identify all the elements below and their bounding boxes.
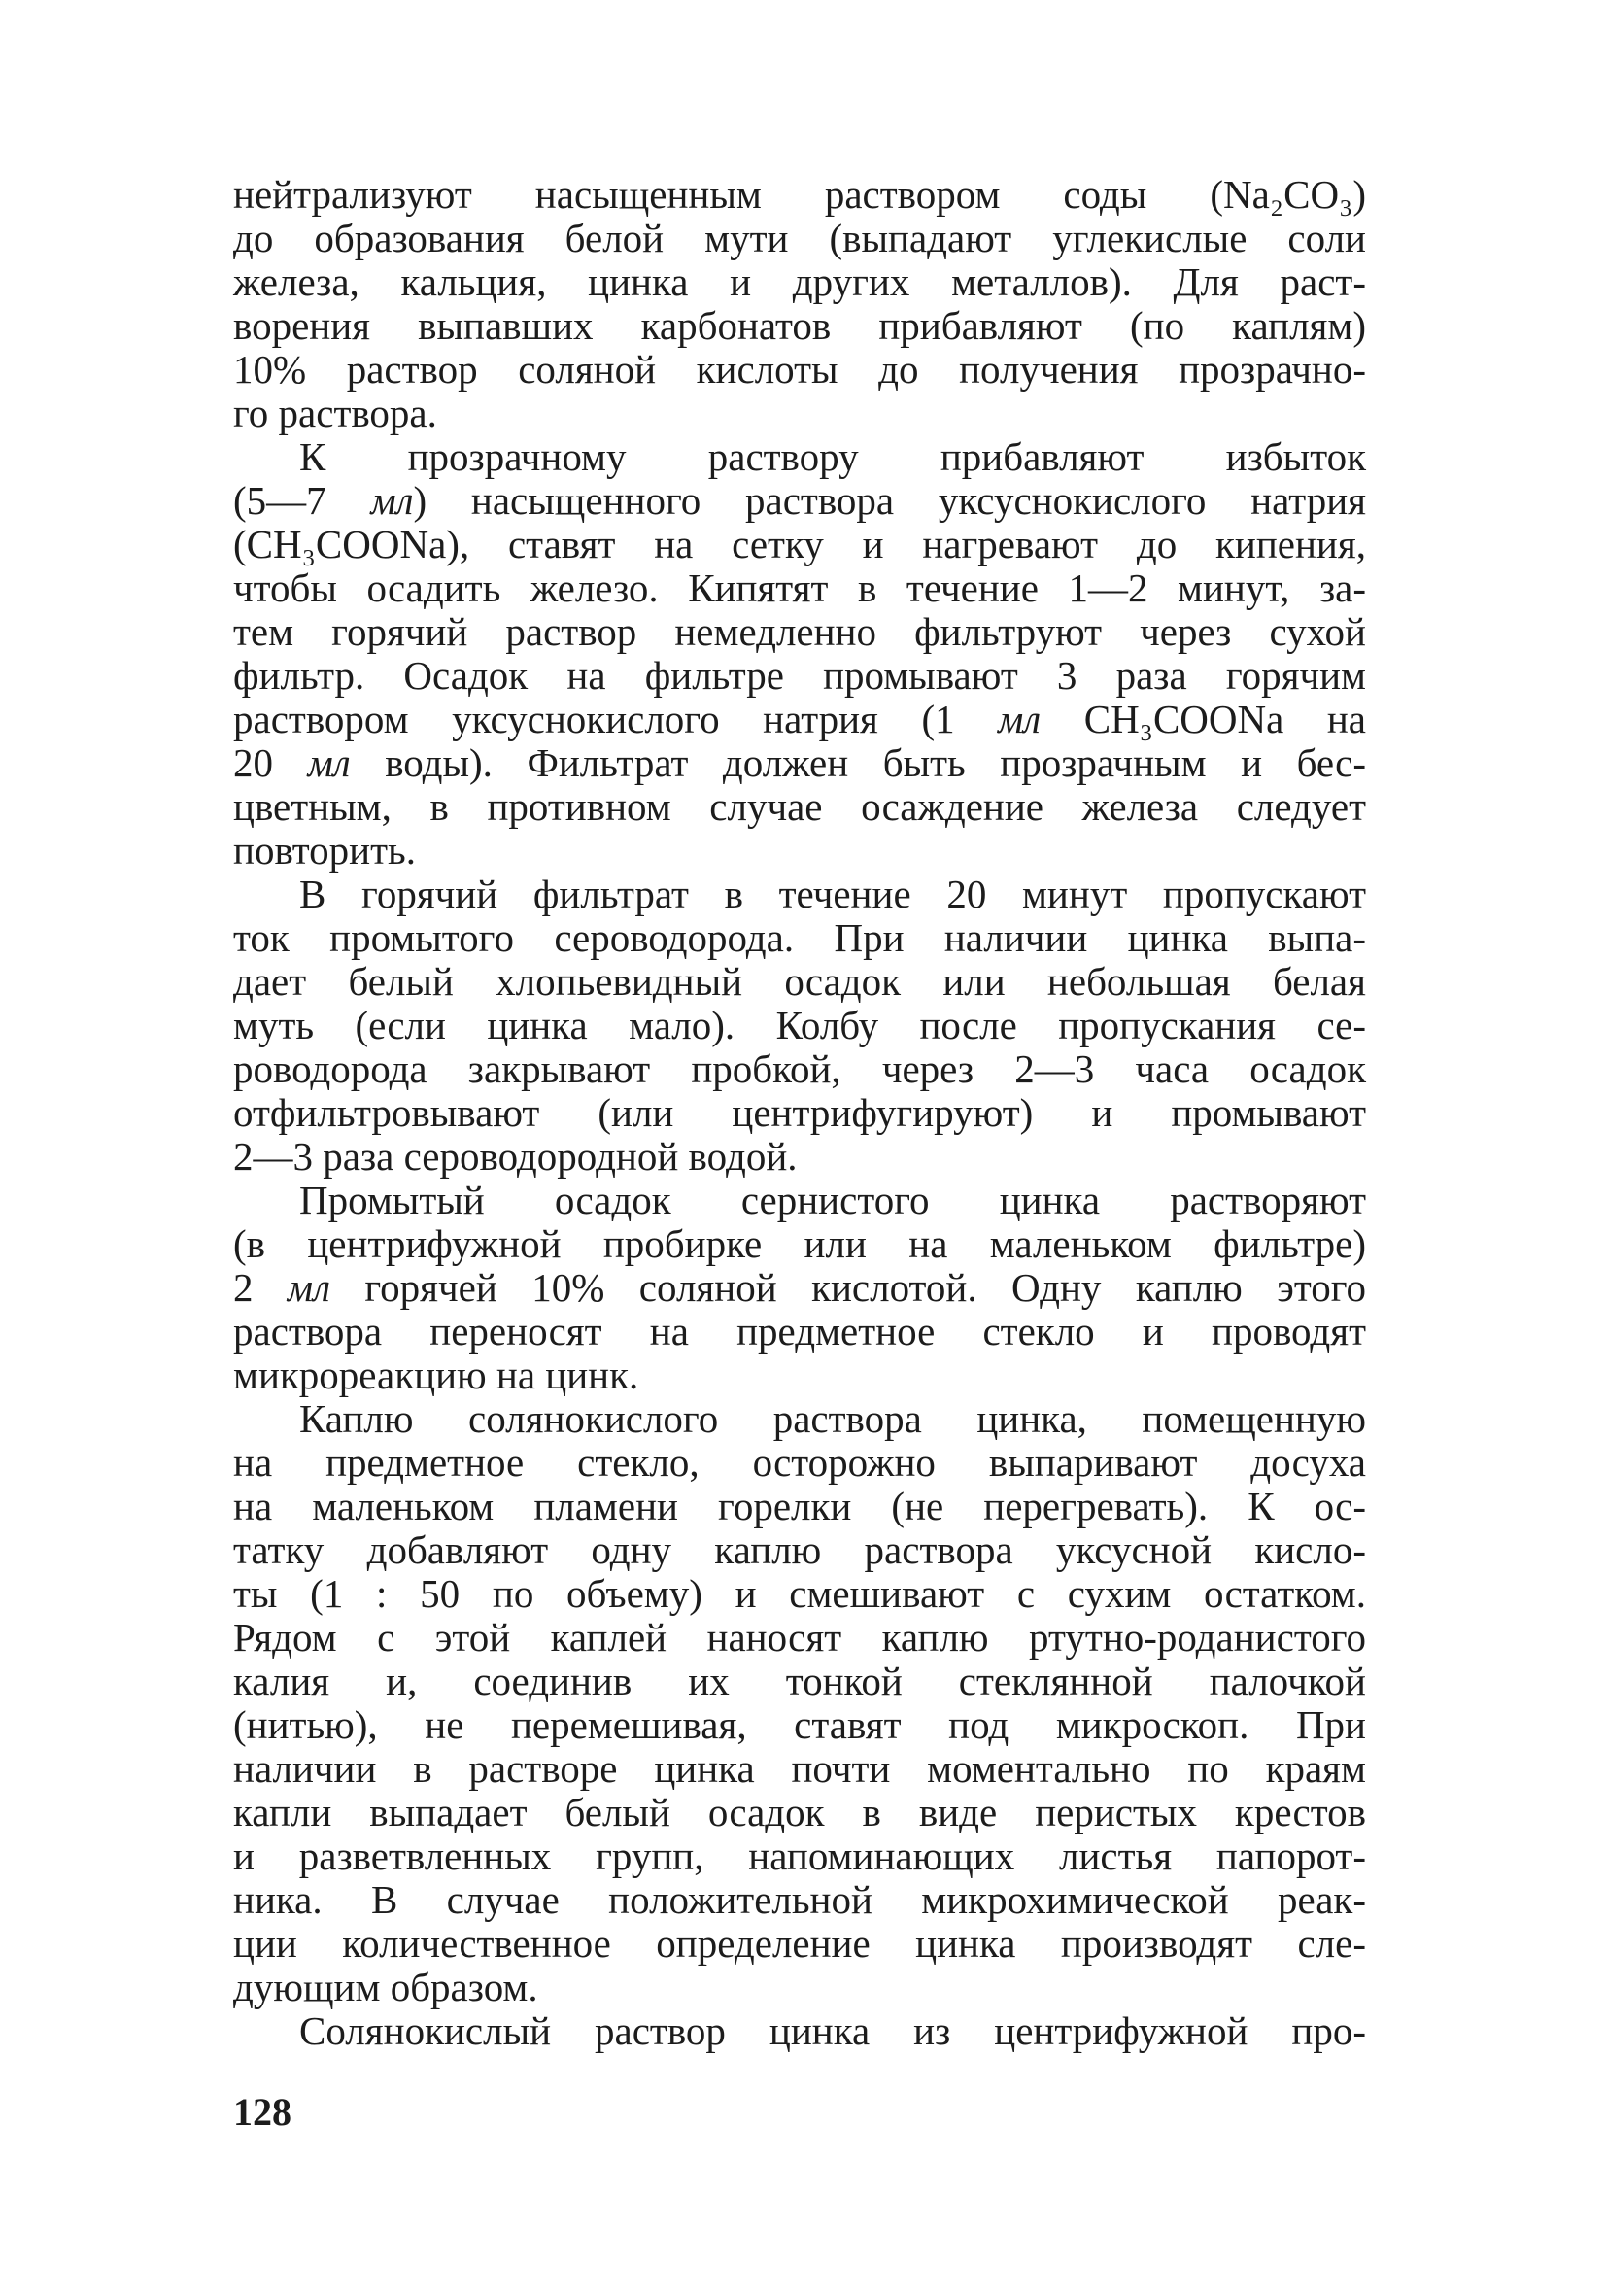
page-number: 128 (233, 2090, 291, 2134)
text-line: дующим образом. (233, 1965, 538, 2009)
document-body (233, 173, 1366, 2053)
text-line: микрореакцию на цинк. (233, 1353, 639, 1397)
text-line: до образования белой мути (выпадают углекислые соли (233, 216, 1366, 260)
text-line: отфильтровывают (или центрифугируют) и промывают (233, 1090, 1366, 1135)
text-line: 2 мл горячей 10% соляной кислотой. Одну каплю этого (233, 1265, 1366, 1310)
text-line: (в центрифужной пробирке или на маленьком фильтре) (233, 1221, 1366, 1266)
text-line: ток промытого сероводорода. При наличии цинка выпа- (233, 915, 1366, 960)
text-line: капли выпадает белый осадок в виде перистых крестов (233, 1790, 1366, 1834)
text-line: 2—3 раза сероводородной водой. (233, 1134, 798, 1179)
text-line: на маленьком пламени горелки (не перегревать). К ос- (233, 1484, 1366, 1528)
text-line: (нитью), не перемешивая, ставят под микроскоп. При (233, 1702, 1366, 1747)
text-line: тем горячий раствор немедленно фильтруют через сухой (233, 609, 1366, 654)
text-line: (CH₃COONa), ставят на сетку и нагревают до кипения, (233, 522, 1366, 566)
paragraph (233, 1397, 1366, 2009)
text-line: ции количественное определение цинка производят сле- (233, 1921, 1366, 1966)
text-line: нейтрализуют насыщенным раствором соды (Na₂CO₃) (233, 172, 1366, 217)
text-line: железа, кальция, цинка и других металлов). Для раст- (233, 259, 1366, 304)
text-line: раствором уксуснокислого натрия (1 мл CH₃COONa на (233, 697, 1367, 741)
paragraph (233, 435, 1366, 873)
text-line: цветным, в противном случае осаждение железа следует (233, 784, 1366, 829)
text-line: 10% раствор соляной кислоты до получения прозрачно- (233, 347, 1366, 392)
paragraph (233, 873, 1366, 1179)
text-line: повторить. (233, 828, 416, 873)
text-line: го раствора. (233, 391, 437, 435)
text-line: и разветвленных групп, напоминающих листья папорот- (233, 1833, 1366, 1878)
text-line: (5—7 мл) насыщенного раствора уксуснокислого натрия (233, 478, 1366, 523)
text-line: Рядом с этой каплей наносят каплю ртутно-роданистого (233, 1615, 1366, 1660)
text-line: В горячий фильтрат в течение 20 минут пропускают (299, 872, 1366, 916)
text-line: раствора переносят на предметное стекло и проводят (233, 1309, 1366, 1354)
text-line: ты (1 : 50 по объему) и смешивают с сухим остатком. (233, 1571, 1366, 1616)
text-line: роводорода закрывают пробкой, через 2—3 часа осадок (233, 1046, 1366, 1091)
text-line: дает белый хлопьевидный осадок или небольшая белая (233, 959, 1366, 1004)
paragraph (233, 2009, 1366, 2053)
text-line: 20 мл воды). Фильтрат должен быть прозрачным и бес- (233, 740, 1367, 785)
text-line: ника. В случае положительной микрохимической реак- (233, 1877, 1366, 1922)
text-line: наличии в растворе цинка почти моментально по краям (233, 1746, 1366, 1791)
text-line: татку добавляют одну каплю раствора уксусной кисло- (233, 1527, 1366, 1572)
text-line: калия и, соединив их тонкой стеклянной палочкой (233, 1659, 1366, 1703)
text-line: К прозрачному раствору прибавляют избыток (299, 434, 1366, 479)
paragraph (233, 1179, 1366, 1397)
text-line: Солянокислый раствор цинка из центрифужной про- (299, 2008, 1366, 2053)
text-line: фильтр. Осадок на фильтре промывают 3 раза горячим (233, 653, 1366, 698)
text-line: муть (если цинка мало). Колбу после пропускания се- (233, 1003, 1366, 1047)
text-line: Каплю солянокислого раствора цинка, помещенную (299, 1396, 1366, 1441)
text-line: Промытый осадок сернистого цинка растворяют (299, 1178, 1366, 1222)
document-page (233, 173, 1366, 2175)
text-line: на предметное стекло, осторожно выпаривают досуха (233, 1440, 1366, 1485)
text-line: ворения выпавших карбонатов прибавляют (по каплям) (233, 303, 1366, 348)
text-line: чтобы осадить железо. Кипятят в течение 1—2 минут, за- (233, 565, 1366, 610)
paragraph (233, 173, 1366, 435)
